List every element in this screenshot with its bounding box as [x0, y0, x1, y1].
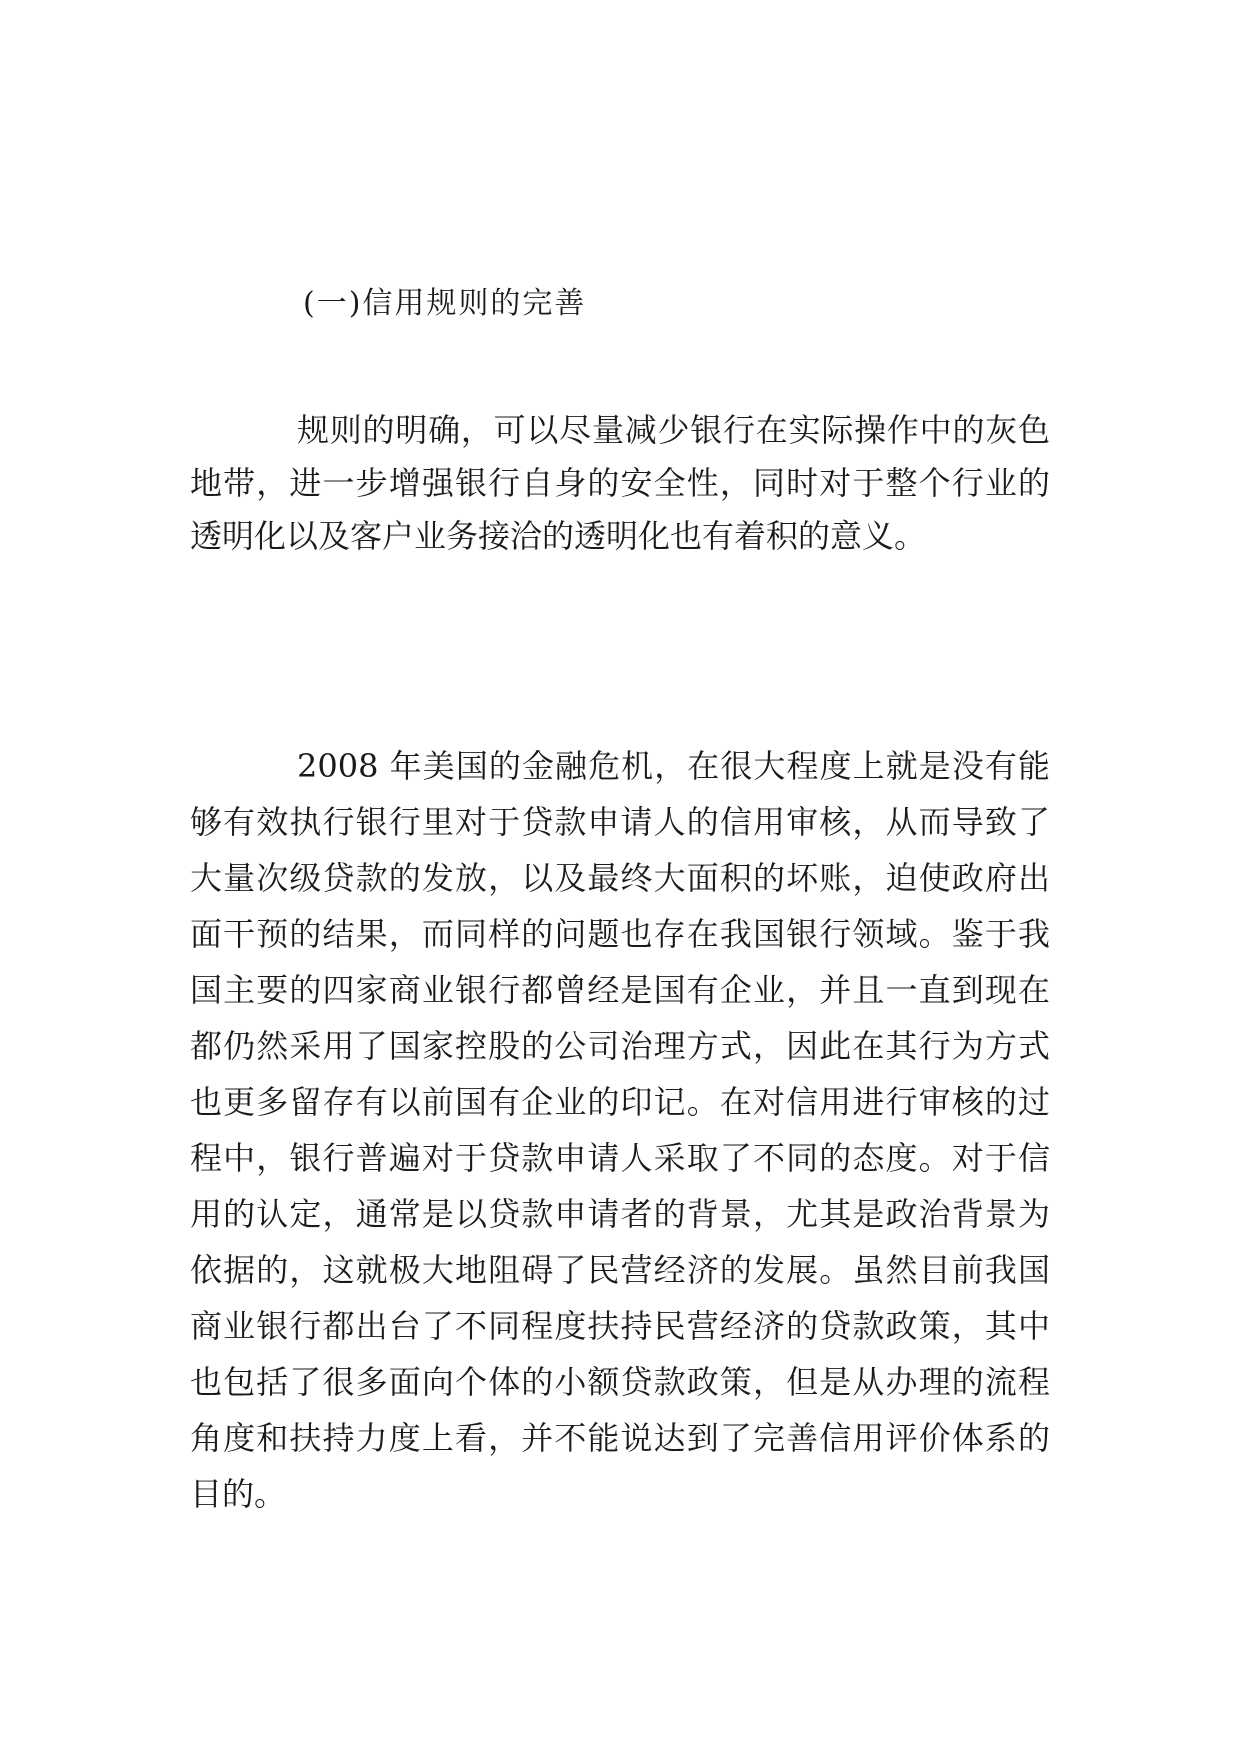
- paragraph-2-line: 够有效执行银行里对于贷款申请人的信用审核，从而导致了: [190, 803, 1050, 841]
- paragraph-1-line: 规则的明确，可以尽量减少银行在实际操作中的灰色: [297, 411, 1050, 449]
- paragraph-2-line: 程中，银行普遍对于贷款申请人采取了不同的态度。对于信: [190, 1139, 1050, 1177]
- paragraph-2-line: 依据的，这就极大地阻碍了民营经济的发展。虽然目前我国: [190, 1251, 1050, 1289]
- paragraph-2-line: 目的。: [190, 1475, 287, 1513]
- paragraph-2-line: 也包括了很多面向个体的小额贷款政策，但是从办理的流程: [190, 1363, 1050, 1401]
- paragraph-2-line: 国主要的四家商业银行都曾经是国有企业，并且一直到现在: [190, 971, 1050, 1009]
- paragraph-1-line: 地带，进一步增强银行自身的安全性，同时对于整个行业的: [190, 464, 1050, 502]
- paragraph-2-line: 也更多留存有以前国有企业的印记。在对信用进行审核的过: [190, 1083, 1050, 1121]
- paragraph-2-line: 面干预的结果，而同样的问题也存在我国银行领域。鉴于我: [190, 915, 1050, 953]
- paragraph-2-line: 都仍然采用了国家控股的公司治理方式，因此在其行为方式: [190, 1027, 1050, 1065]
- paragraph-2-line: 大量次级贷款的发放，以及最终大面积的坏账，迫使政府出: [190, 859, 1050, 897]
- paragraph-2-line: 用的认定，通常是以贷款申请者的背景，尤其是政治背景为: [190, 1195, 1050, 1233]
- paragraph-2-line: 商业银行都出台了不同程度扶持民营经济的贷款政策，其中: [190, 1307, 1050, 1345]
- paragraph-2-line: 2008 年美国的金融危机，在很大程度上就是没有能: [297, 747, 1050, 785]
- paragraph-2-line: 角度和扶持力度上看，并不能说达到了完善信用评价体系的: [190, 1419, 1050, 1457]
- section-heading: (一)信用规则的完善: [303, 286, 587, 321]
- paragraph-1-line: 透明化以及客户业务接洽的透明化也有着积的意义。: [190, 517, 927, 555]
